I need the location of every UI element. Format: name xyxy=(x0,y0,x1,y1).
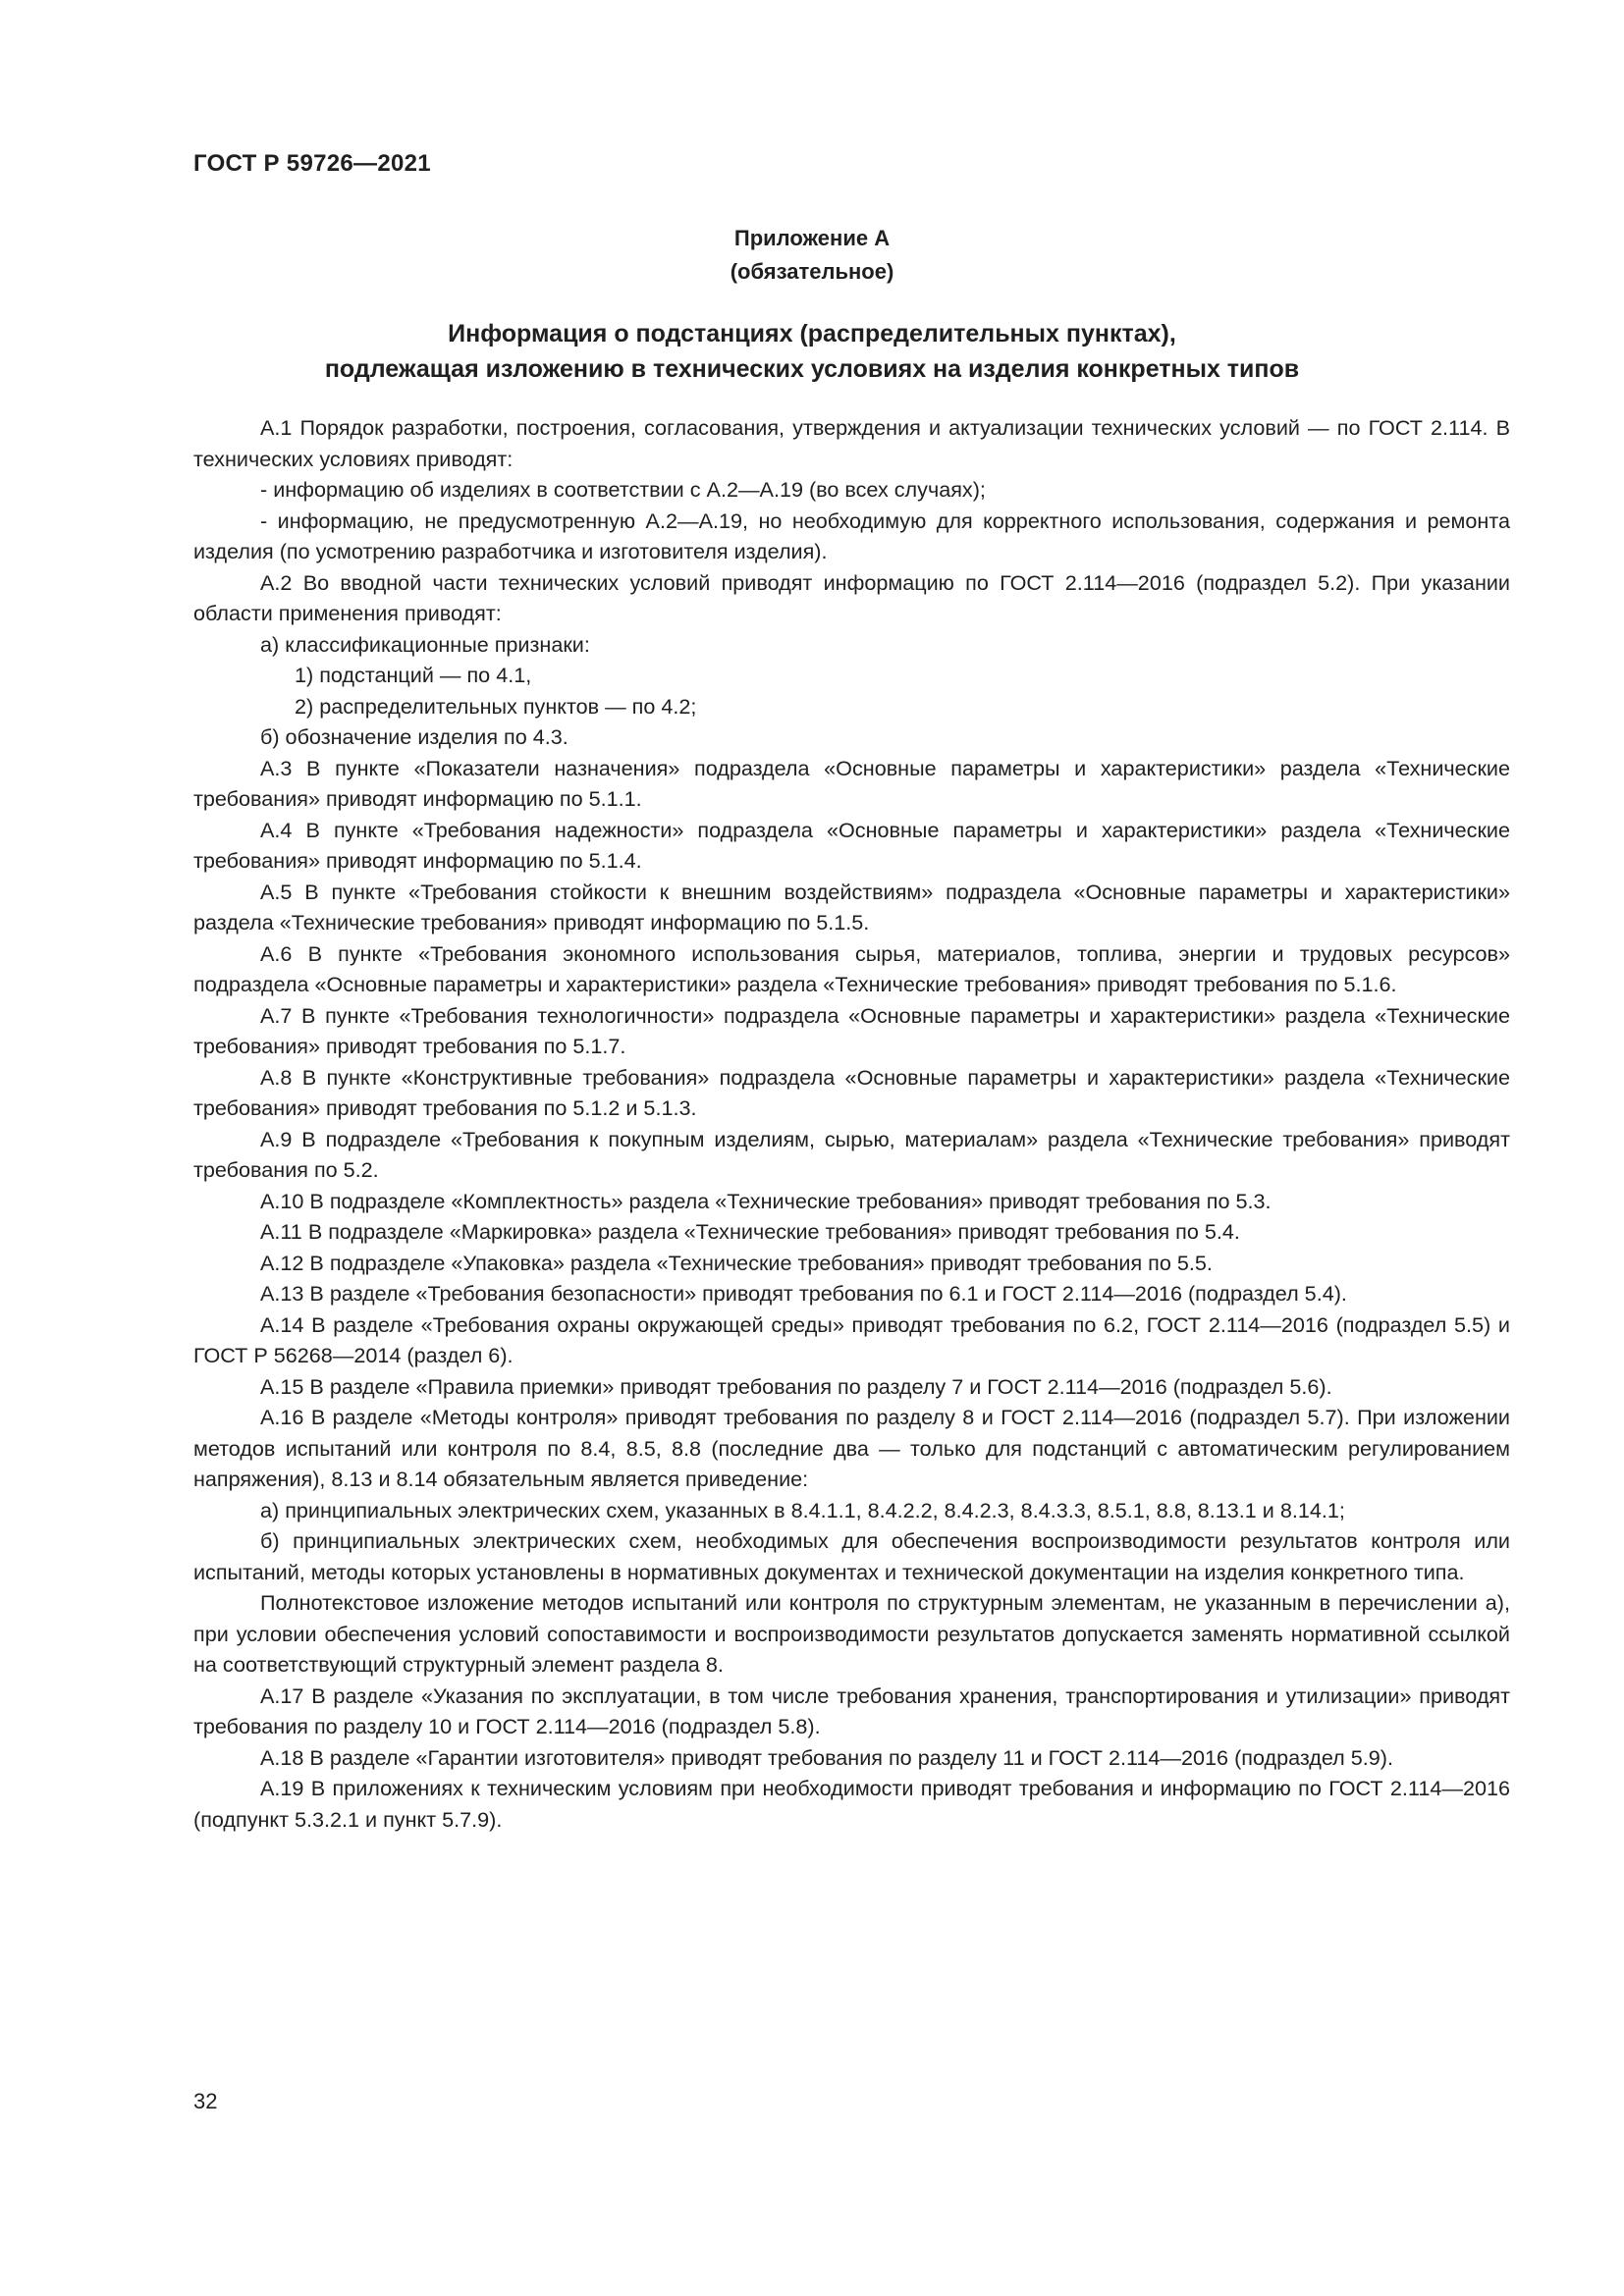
annex-status: (обязательное) xyxy=(730,259,894,284)
paragraph-a13: А.13 В разделе «Требования безопасности» приводят требования по 6.1 и ГОСТ 2.114—2016 (подраздел 5.4). xyxy=(260,1281,1347,1306)
paragraph-a3: А.3 В пункте «Показатели назначения» подраздела «Основные параметры и характеристики» раздела «Технические требования» приводят информацию по 5.1.1. xyxy=(193,755,1510,811)
paragraph-a17: А.17 В разделе «Указания по эксплуатации, в том числе требования хранения, транспортирования и утилизации» приводят требования по разделу 10 и ГОСТ 2.114—2016 (подраздел 5.8). xyxy=(193,1682,1510,1738)
paragraph-a5: А.5 В пункте «Требования стойкости к внешним воздействиям» подраздела «Основные параметры и характеристики» раздела «Технические требования» приводят информацию по 5.1.5. xyxy=(193,879,1510,934)
paragraph-a15: А.15 В разделе «Правила приемки» приводят требования по разделу 7 и ГОСТ 2.114—2016 (подраздел 5.6). xyxy=(260,1373,1332,1399)
annex-body xyxy=(193,412,1510,1835)
paragraph-a10: А.10 В подразделе «Комплектность» раздела «Технические требования» приводят требования по 5.3. xyxy=(260,1188,1272,1213)
paragraph-a16: А.16 В разделе «Методы контроля» приводят требования по разделу 8 и ГОСТ 2.114—2016 (подраздел 5.7). При изложении методов испытаний или контроля по 8.4, 8.5, 8.8 (последние два — только для подстанций с автоматическим регулированием напряжения), 8.13 и 8.14 обязательным является приведение: xyxy=(193,1405,1510,1491)
page-number: 32 xyxy=(193,2089,218,2113)
list-item-number: 1) подстанций — по 4.1, xyxy=(295,663,532,687)
list-item-dash: - информацию, не предусмотренную А.2—А.19, но необходимую для корректного использования, содержания и ремонта изделия (по усмотрению разработчика и изготовителя изделия). xyxy=(193,507,1510,563)
list-item-letter: а) принципиальных электрических схем, указанных в 8.4.1.1, 8.4.2.2, 8.4.2.3, 8.4.3.3, 8.5.1, 8.8, 8.13.1 и 8.14.1; xyxy=(260,1497,1345,1522)
paragraph-a4: А.4 В пункте «Требования надежности» подраздела «Основные параметры и характеристики» раздела «Технические требования» приводят информацию по 5.1.4. xyxy=(193,817,1510,873)
annex-label: Приложение А xyxy=(733,226,891,250)
paragraph-a11: А.11 В подразделе «Маркировка» раздела «Технические требования» приводят требования по 5.4. xyxy=(260,1219,1240,1244)
paragraph-a12: А.12 В подразделе «Упаковка» раздела «Технические требования» приводят требования по 5.5. xyxy=(260,1250,1213,1275)
list-item-letter: а) классификационные признаки: xyxy=(260,631,590,657)
list-item-letter: б) обозначение изделия по 4.3. xyxy=(260,724,568,749)
annex-heading xyxy=(0,222,1624,289)
paragraph-a14: А.14 В разделе «Требования охраны окружающей среды» приводят требования по 6.2, ГОСТ 2.114—2016 (подраздел 5.5) и ГОСТ Р 56268—2014 (раздел 6). xyxy=(193,1311,1510,1367)
paragraph-a7: А.7 В пункте «Требования технологичности» подраздела «Основные параметры и характеристики» раздела «Технические требования» приводят требования по 5.1.7. xyxy=(193,1002,1510,1058)
paragraph-a8: А.8 В пункте «Конструктивные требования» подраздела «Основные параметры и характеристики» раздела «Технические требования» приводят требования по 5.1.2 и 5.1.3. xyxy=(193,1064,1510,1120)
paragraph-fulltext-note: Полнотекстовое изложение методов испытаний или контроля по структурным элементам, не указанным в перечислении а), при условии обеспечения условий сопоставимости и воспроизводимости результатов допускается заменять нормативной ссылкой на соответствующий структурный элемент раздела 8. xyxy=(193,1590,1510,1677)
paragraph-a9: А.9 В подразделе «Требования к покупным изделиям, сырью, материалам» раздела «Технические требования» приводят требования по 5.2. xyxy=(193,1126,1510,1182)
paragraph-a6: А.6 В пункте «Требования экономного использования сырья, материалов, топлива, энергии и трудовых ресурсов» подраздела «Основные параметры и характеристики» раздела «Технические требования» приводят требования по 5.1.6. xyxy=(193,940,1510,996)
paragraph-a1: А.1 Порядок разработки, построения, согласования, утверждения и актуализации технических условий — по ГОСТ 2.114. В технических условиях приводят: xyxy=(193,415,1510,471)
document-code: ГОСТ Р 59726—2021 xyxy=(193,150,431,177)
paragraph-a19: А.19 В приложениях к техническим условиям при необходимости приводят требования и информацию по ГОСТ 2.114—2016 (подпункт 5.3.2.1 и пункт 5.7.9). xyxy=(193,1776,1510,1832)
list-item-dash: - информацию об изделиях в соответствии с А.2—А.19 (во всех случаях); xyxy=(260,477,986,502)
list-item-number: 2) распределительных пунктов — по 4.2; xyxy=(295,693,697,719)
annex-title xyxy=(0,316,1624,387)
list-item-letter: б) принципиальных электрических схем, необходимых для обеспечения воспроизводимости результатов контроля или испытаний, методы которых установлены в нормативных документах и технической документации на изделия конкретного типа. xyxy=(193,1528,1510,1584)
paragraph-a2: А.2 Во вводной части технических условий приводят информацию по ГОСТ 2.114—2016 (подраздел 5.2). При указании области применения приводят: xyxy=(193,569,1510,625)
annex-title-line-1: Информация о подстанциях (распределительных пунктах), xyxy=(448,320,1176,347)
annex-title-line-2: подлежащая изложению в технических условиях на изделия конкретных типов xyxy=(324,355,1300,383)
paragraph-a18: А.18 В разделе «Гарантии изготовителя» приводят требования по разделу 11 и ГОСТ 2.114—2016 (подраздел 5.9). xyxy=(260,1744,1393,1770)
